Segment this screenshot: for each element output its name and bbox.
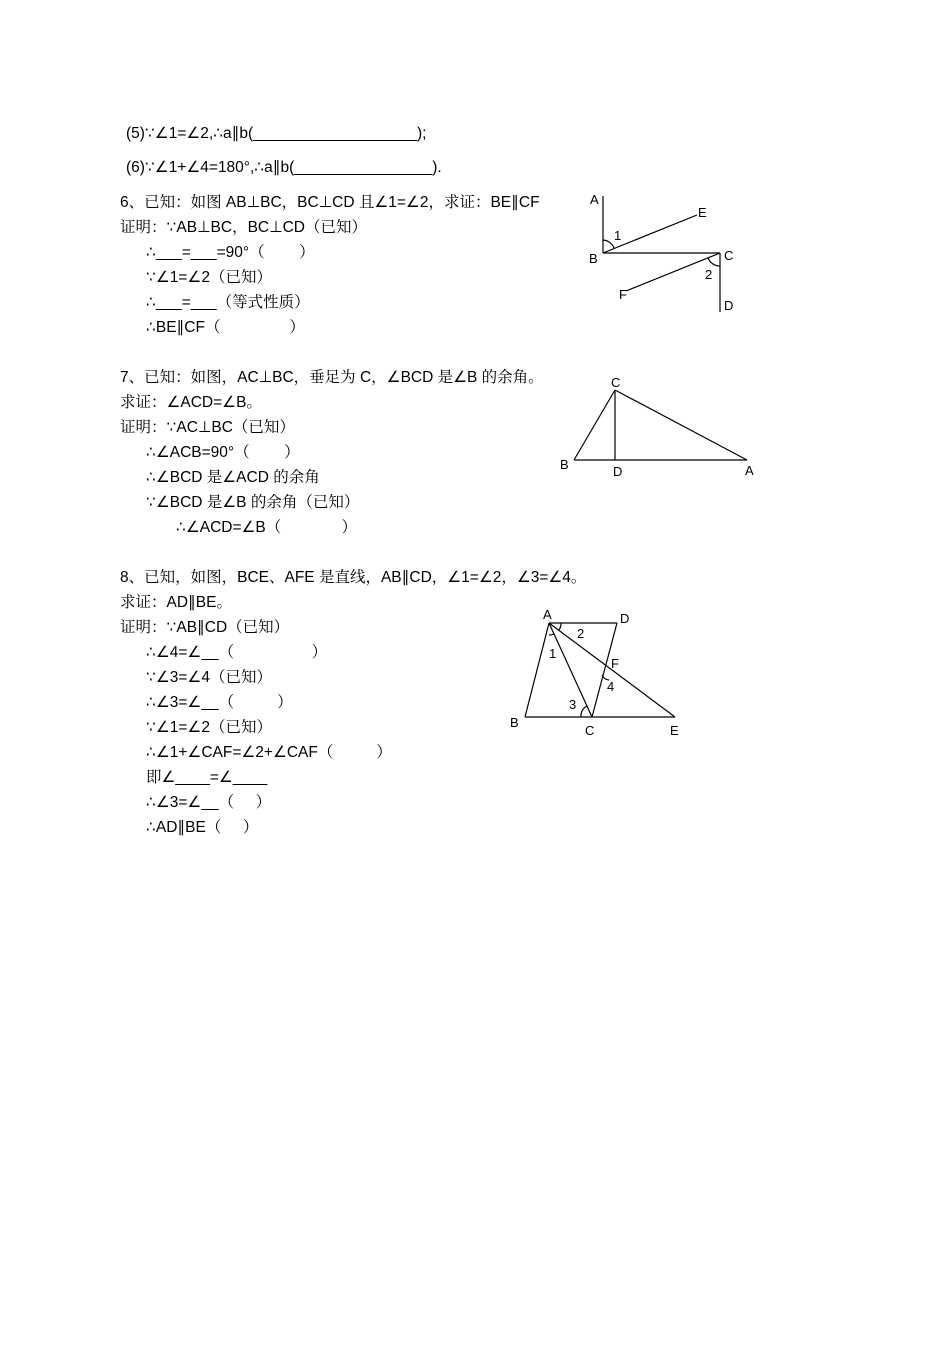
- q8-proof-line: 证明：∵AB∥CD（已知）: [120, 619, 290, 636]
- q6-angle-1: 1: [614, 228, 622, 243]
- q6-proof-line: ∴BE∥CF（ ）: [146, 319, 305, 336]
- q6-proof-line: ∴___=___（等式性质）: [146, 294, 310, 311]
- q7-proof-line: 证明：∵AC⊥BC（已知）: [120, 419, 295, 436]
- q8-proof-line: ∴∠1+∠CAF=∠2+∠CAF（ ）: [146, 744, 392, 761]
- q8-label-d: D: [620, 611, 630, 626]
- q5-item-6: (6)∵∠1+∠4=180°,∴a∥b(________________).: [126, 159, 442, 176]
- q8-label-b: B: [510, 715, 519, 730]
- q7-proof-line: ∵∠BCD 是∠B 的余角（已知）: [146, 494, 360, 511]
- q6-label-a: A: [590, 192, 599, 207]
- q8-proof-line: ∴∠3=∠__（ ）: [146, 694, 293, 711]
- q7-proof-line: 求证：∠ACD=∠B。: [120, 394, 262, 411]
- q6-proof-line: 证明：∵AB⊥BC，BC⊥CD（已知）: [120, 219, 367, 236]
- q7-label-b: B: [560, 457, 569, 472]
- q6-question: 6、已知：如图 AB⊥BC，BC⊥CD 且∠1=∠2，求证：BE∥CF: [120, 194, 540, 211]
- q8-label-e: E: [670, 723, 679, 738]
- q7-label-a: A: [745, 463, 754, 478]
- q8-angle-3: 3: [569, 697, 577, 712]
- q8-proof-line: ∴AD∥BE（ ）: [146, 819, 259, 836]
- q8-angle-1: 1: [549, 646, 557, 661]
- q8-proof-line: ∴∠3=∠__（ ）: [146, 794, 272, 811]
- q5-item-5: (5)∵∠1=∠2,∴a∥b(___________________);: [126, 125, 427, 142]
- q6-label-c: C: [724, 248, 734, 263]
- q6-label-d: D: [724, 298, 734, 313]
- q8-proof-line: 求证：AD∥BE。: [120, 594, 232, 611]
- q8-angle-2: 2: [577, 626, 585, 641]
- q8-question: 8、已知，如图，BCE、AFE 是直线，AB∥CD，∠1=∠2，∠3=∠4。: [120, 569, 587, 586]
- q8-label-a: A: [543, 607, 552, 622]
- q6-figure: [580, 190, 750, 320]
- q6-label-e: E: [698, 205, 707, 220]
- q7-proof-line: ∴∠ACB=90°（ ）: [146, 444, 300, 461]
- q8-proof-line: ∵∠1=∠2（已知）: [146, 719, 272, 736]
- q6-label-f: F: [619, 287, 627, 302]
- q6-label-b: B: [589, 251, 598, 266]
- q8-proof-line: 即∠____=∠____: [146, 769, 268, 786]
- q7-label-c: C: [611, 375, 621, 390]
- q8-proof-line: ∵∠3=∠4（已知）: [146, 669, 272, 686]
- q7-figure: [555, 372, 765, 482]
- q7-question: 7、已知：如图，AC⊥BC，垂足为 C，∠BCD 是∠B 的余角。: [120, 369, 544, 386]
- q6-angle-2: 2: [705, 267, 713, 282]
- q7-label-d: D: [613, 464, 623, 479]
- q8-figure: [505, 605, 695, 740]
- q6-proof-line: ∴___=___=90°（ ）: [146, 244, 315, 261]
- q8-label-f: F: [611, 656, 619, 671]
- q7-proof-line: ∴∠BCD 是∠ACD 的余角: [146, 469, 320, 486]
- q8-label-c: C: [585, 723, 595, 738]
- q6-proof-line: ∵∠1=∠2（已知）: [146, 269, 272, 286]
- q8-angle-4: 4: [607, 679, 615, 694]
- q8-proof-line: ∴∠4=∠__（ ）: [146, 644, 328, 661]
- q7-proof-line: ∴∠ACD=∠B（ ）: [176, 519, 358, 536]
